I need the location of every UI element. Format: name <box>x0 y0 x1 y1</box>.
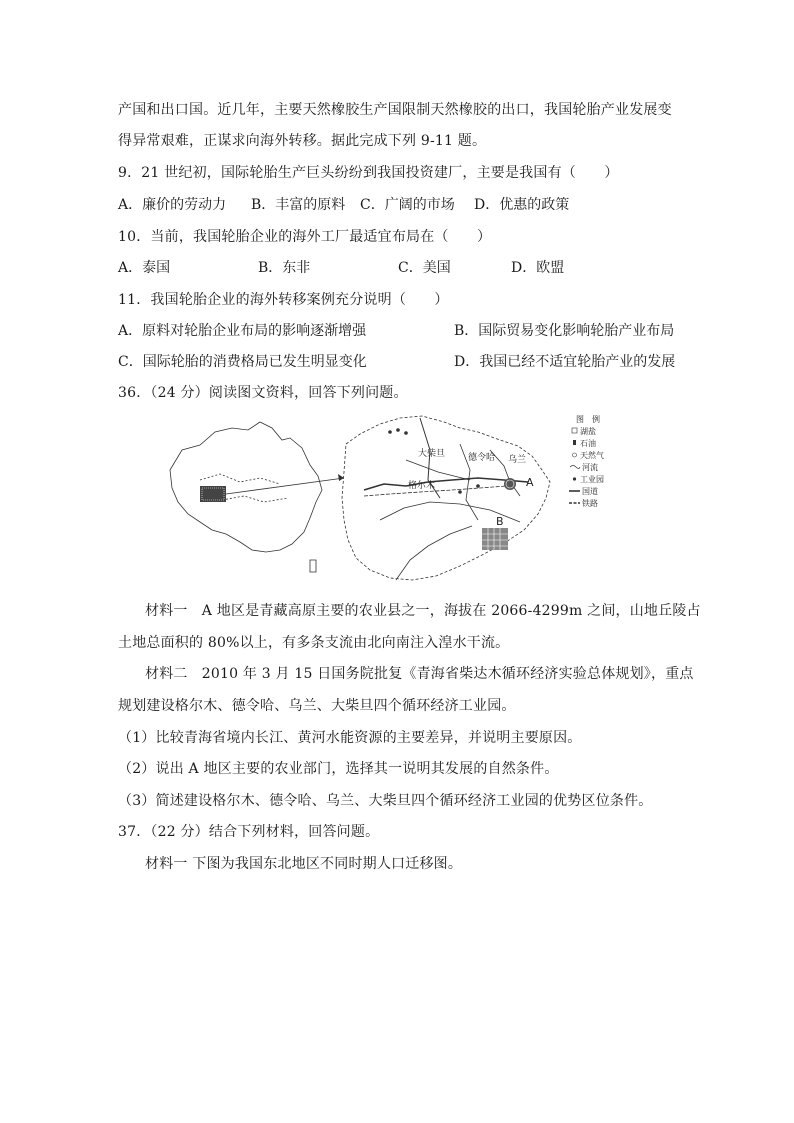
question-11-option-b: B．国际贸易变化影响轮胎产业布局 <box>454 323 675 339</box>
legend-title: 图 例 <box>576 415 600 424</box>
question-9-option-a: A．廉价的劳动力 <box>118 197 227 213</box>
question-11-option-c: C．国际轮胎的消费格局已发生明显变化 <box>118 354 367 370</box>
material-2-line-2: 规划建设格尔木、德令哈、乌兰、大柴旦四个循环经济工业园。 <box>118 698 516 714</box>
label-wulan: 乌兰 <box>508 455 527 465</box>
question-11-stem: 11．我国轮胎企业的海外转移案例充分说明（ ） <box>118 292 449 308</box>
legend-item-national-road: 国道 <box>582 487 598 496</box>
pointer-arrow <box>226 478 344 494</box>
river-icon <box>570 466 580 469</box>
region-b-area <box>482 528 508 550</box>
industrial-park-cluster <box>504 478 516 490</box>
question-9-stem: 9．21 世纪初，国际轮胎生产巨头纷纷到我国投资建厂，主要是我国有（ ） <box>118 165 619 181</box>
question-36-sub-3: （3）简述建设格尔木、德令哈、乌兰、大柴旦四个循环经济工业园的优势区位条件。 <box>118 793 653 809</box>
natural-gas-icon <box>573 453 577 457</box>
legend-item-river: 河流 <box>582 463 598 472</box>
question-11-option-d: D．我国已经不适宜轮胎产业的发展 <box>454 354 676 370</box>
question-36-stem: 36．（24 分）阅读图文资料，回答下列问题。 <box>118 385 408 401</box>
intro-line-2: 得异常艰难，正谋求向海外转移。据此完成下列 9-11 题。 <box>118 133 487 149</box>
qinghai-map-figure <box>160 410 622 590</box>
question-36-sub-1: （1）比较青海省境内长江、黄河水能资源的主要差异，并说明主要原因。 <box>118 730 582 746</box>
oil-icon <box>573 440 576 445</box>
industrial-park-icon <box>573 477 576 480</box>
label-geermu: 格尔木 <box>408 481 436 491</box>
legend-item-natural-gas: 天然气 <box>580 451 604 460</box>
material-2-line-1: 材料二 2010 年 3 月 15 日国务院批复《青海省柴达木循环经济实验总体规划》，重点 <box>145 666 694 682</box>
intro-line-1: 产国和出口国。近几年，主要天然橡胶生产国限制天然橡胶的出口，我国轮胎产业发展变 <box>118 102 672 118</box>
qinghai-highlight <box>200 486 226 502</box>
question-10-option-d: D．欧盟 <box>511 260 565 276</box>
legend-item-railway: 铁路 <box>582 499 598 508</box>
question-37-stem: 37．（22 分）结合下列材料，回答问题。 <box>118 824 380 840</box>
material-1-line-1: 材料一 A 地区是青藏高原主要的农业县之一，海拔在 2066-4299m 之间，山地丘陵占 <box>145 603 701 619</box>
label-region-a: A <box>526 476 534 489</box>
material-1-line-2: 土地总面积的 80%以上，有多条支流由北向南注入湟水干流。 <box>118 635 510 651</box>
question-10-option-b: B．东非 <box>258 260 311 276</box>
legend-item-oil: 石油 <box>580 439 596 448</box>
question-37-material-1: 材料一 下图为我国东北地区不同时期人口迁移图。 <box>145 856 463 872</box>
question-36-sub-2: （2）说出 A 地区主要的农业部门，选择其一说明其发展的自然条件。 <box>118 761 559 777</box>
lake-salt-icon <box>572 428 577 433</box>
question-10-option-a: A．泰国 <box>118 260 171 276</box>
qinghai-detail-map <box>342 416 550 580</box>
legend-item-industrial-park: 工业园 <box>580 475 604 484</box>
question-11-option-a: A．原料对轮胎企业布局的影响逐渐增强 <box>118 323 367 339</box>
question-10-option-c: C．美国 <box>398 260 451 276</box>
arrow-head-icon <box>338 474 344 481</box>
question-9-option-c: C．广阔的市场 <box>360 197 455 213</box>
question-9-option-d: D．优惠的政策 <box>474 197 570 213</box>
question-9-option-b: B．丰富的原料 <box>251 197 346 213</box>
label-region-b: B <box>496 515 504 528</box>
china-outline-map <box>170 422 322 572</box>
legend-item-lake-salt: 湖盐 <box>580 427 596 436</box>
label-delingha: 德令哈 <box>468 453 496 463</box>
map-legend <box>569 414 604 508</box>
label-dachaidan: 大柴旦 <box>418 449 446 459</box>
question-10-stem: 10．当前，我国轮胎企业的海外工厂最适宜布局在（ ） <box>118 229 492 245</box>
